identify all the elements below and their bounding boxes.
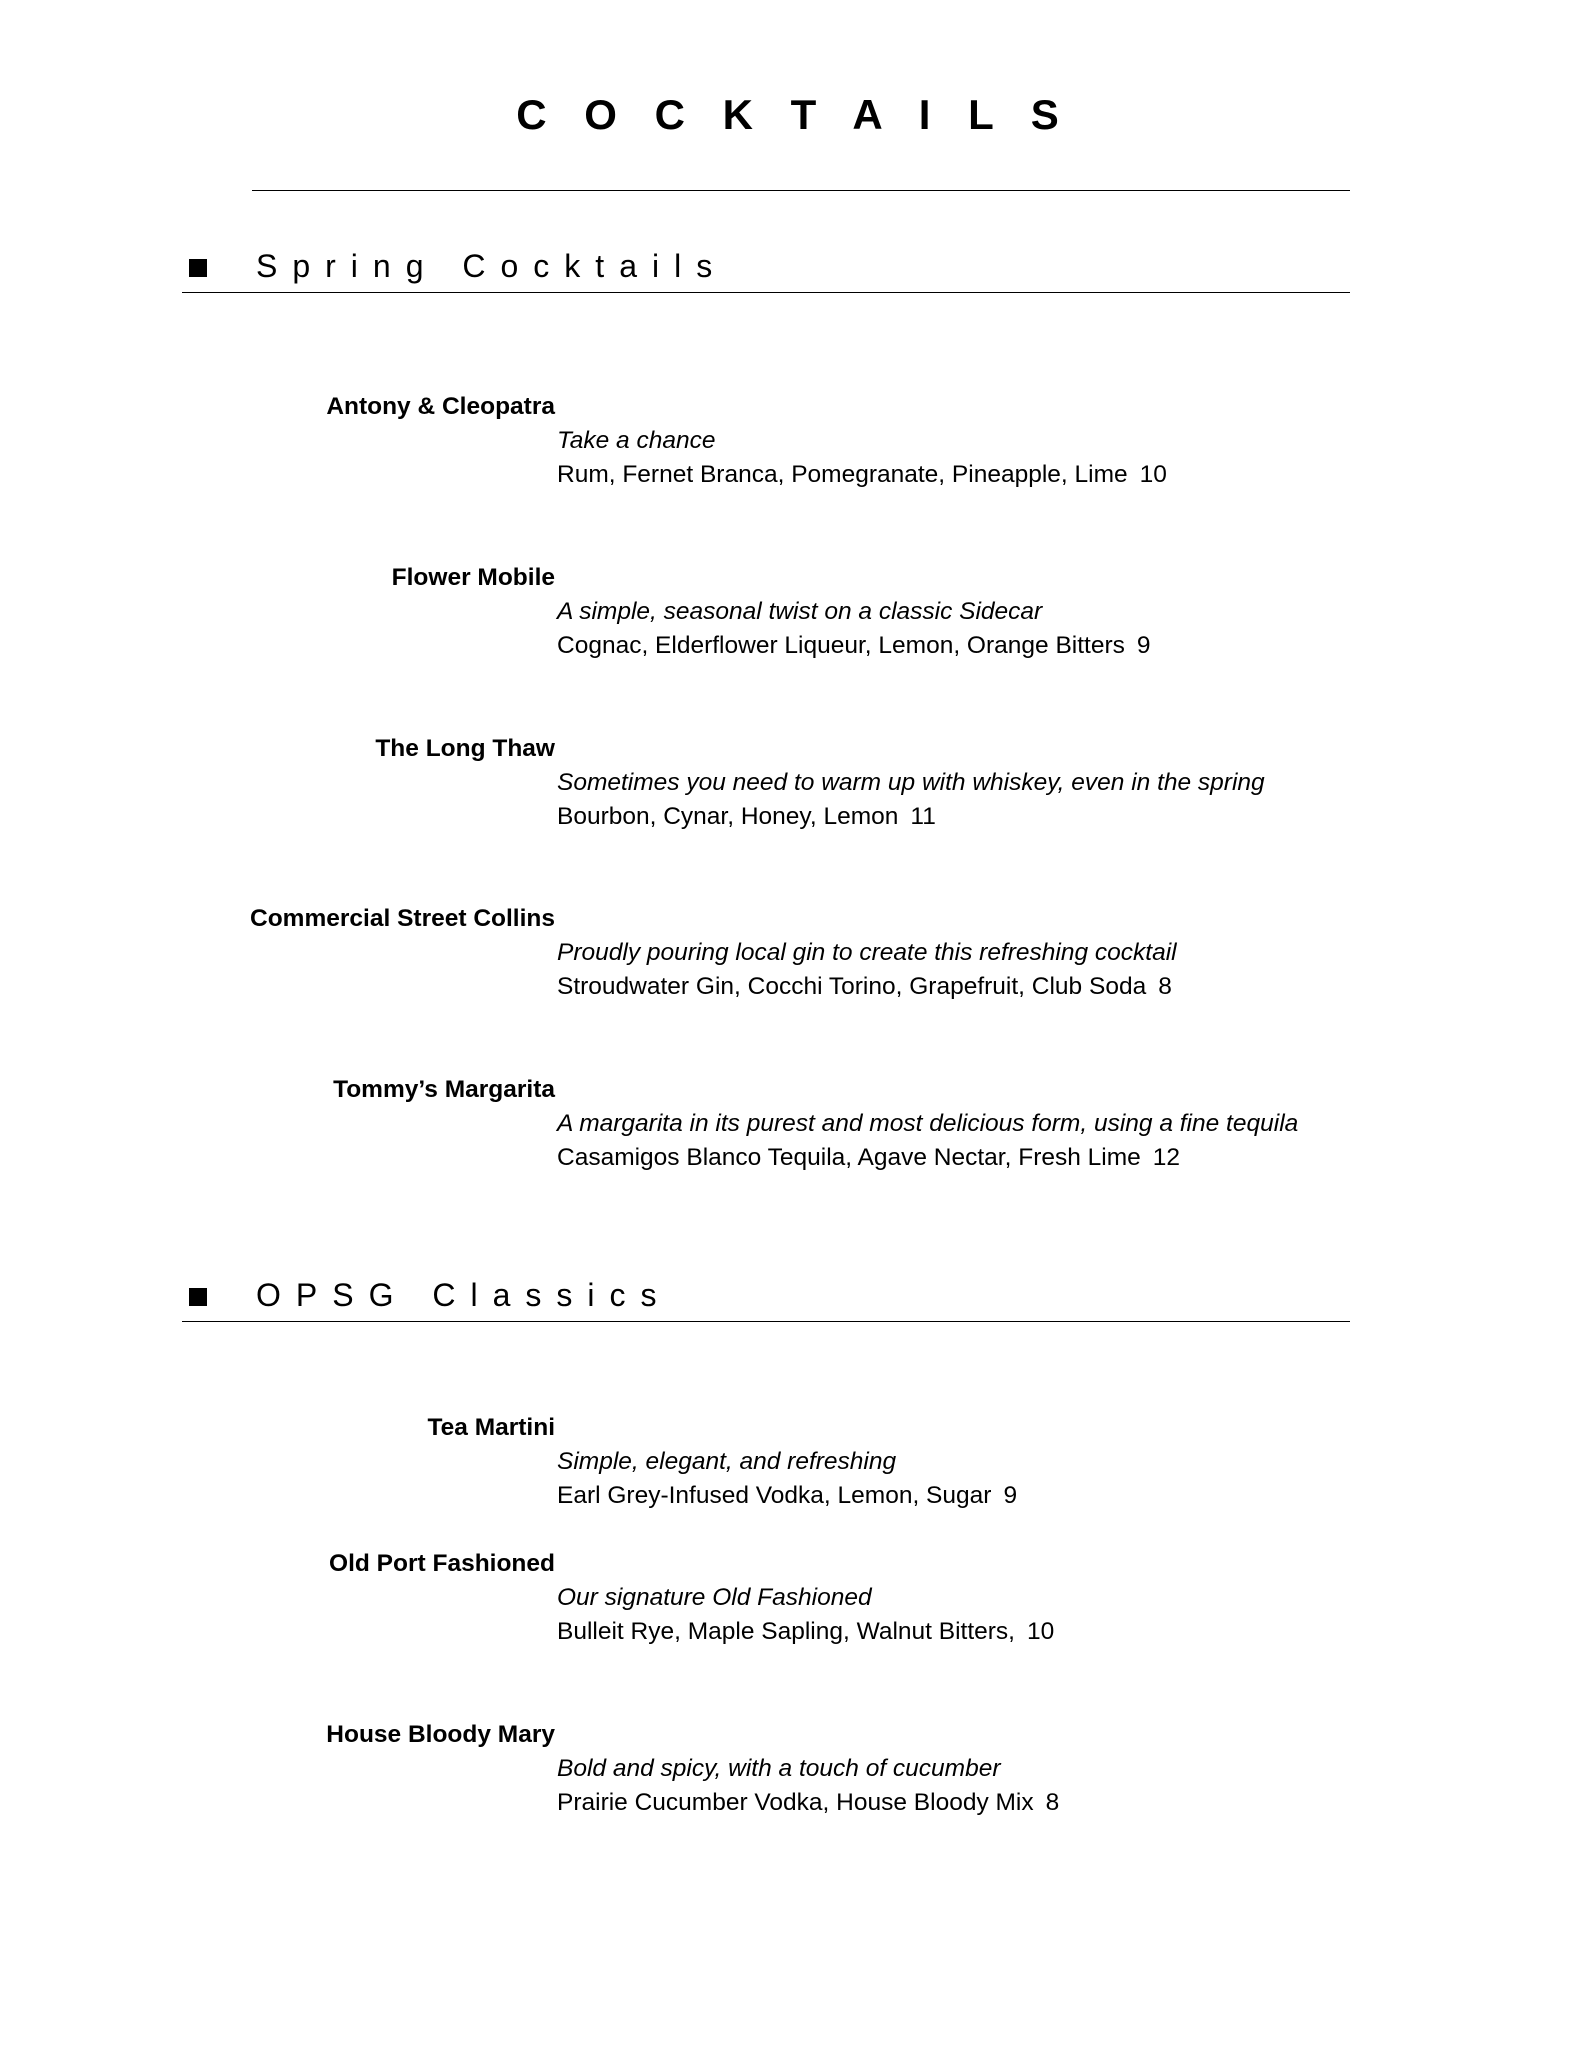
item-price: 9: [1136, 632, 1151, 659]
item-name: Commercial Street Collins: [250, 905, 555, 932]
ingredients-text: Bourbon, Cynar, Honey, Lemon: [557, 803, 899, 830]
square-bullet-icon: [189, 259, 207, 277]
item-name: House Bloody Mary: [326, 1721, 555, 1748]
item-name: Antony & Cleopatra: [326, 393, 555, 420]
item-description: A simple, seasonal twist on a classic Sidecar: [557, 598, 1043, 625]
item-price: 8: [1045, 1789, 1060, 1816]
item-description: Sometimes you need to warm up with whiskey, even in the spring: [557, 769, 1265, 796]
item-description: Take a chance: [557, 427, 716, 454]
item-name: Tommy’s Margarita: [333, 1076, 555, 1103]
ingredients-text: Casamigos Blanco Tequila, Agave Nectar, Fresh Lime: [557, 1144, 1141, 1171]
section-title: Spring Cocktails: [256, 248, 728, 284]
item-price: 8: [1158, 973, 1172, 1000]
page-title: C O C K T A I L S: [516, 91, 1072, 138]
title-divider: [252, 190, 1350, 191]
item-ingredients: [557, 1481, 1017, 1511]
item-ingredients: [557, 1143, 1180, 1173]
section-header-spring: [182, 244, 1350, 293]
item-price: 10: [1027, 1618, 1055, 1645]
item-ingredients: [557, 460, 1167, 490]
item-ingredients: [557, 631, 1151, 661]
item-name: The Long Thaw: [375, 735, 555, 762]
section-header-classics: [182, 1273, 1350, 1322]
item-description: A margarita in its purest and most delicious form, using a fine tequila: [557, 1110, 1299, 1137]
item-price: 9: [1003, 1482, 1018, 1509]
ingredients-text: Bulleit Rye, Maple Sapling, Walnut Bitters,: [557, 1618, 1015, 1645]
item-name: Old Port Fashioned: [329, 1550, 555, 1577]
ingredients-text: Prairie Cucumber Vodka, House Bloody Mix: [557, 1789, 1034, 1816]
ingredients-text: Earl Grey-Infused Vodka, Lemon, Sugar: [557, 1482, 992, 1509]
ingredients-text: Stroudwater Gin, Cocchi Torino, Grapefruit, Club Soda: [557, 973, 1147, 1000]
square-bullet-icon: [189, 1288, 207, 1306]
item-price: 12: [1152, 1144, 1181, 1171]
item-ingredients: [557, 1788, 1059, 1818]
item-description: Proudly pouring local gin to create this refreshing cocktail: [557, 939, 1177, 966]
item-price: 11: [910, 803, 936, 830]
item-ingredients: [557, 1617, 1054, 1647]
section-title: OPSG Classics: [256, 1277, 672, 1313]
item-ingredients: [557, 802, 936, 832]
ingredients-text: Cognac, Elderflower Liqueur, Lemon, Orange Bitters: [557, 632, 1125, 659]
item-description: Our signature Old Fashioned: [557, 1584, 872, 1611]
ingredients-text: Rum, Fernet Branca, Pomegranate, Pineapple, Lime: [557, 461, 1128, 488]
item-description: Simple, elegant, and refreshing: [557, 1448, 897, 1475]
item-description: Bold and spicy, with a touch of cucumber: [557, 1755, 1001, 1782]
item-price: 10: [1139, 461, 1167, 488]
item-name: Flower Mobile: [391, 564, 555, 591]
item-name: Tea Martini: [427, 1414, 555, 1441]
item-ingredients: [557, 972, 1172, 1002]
